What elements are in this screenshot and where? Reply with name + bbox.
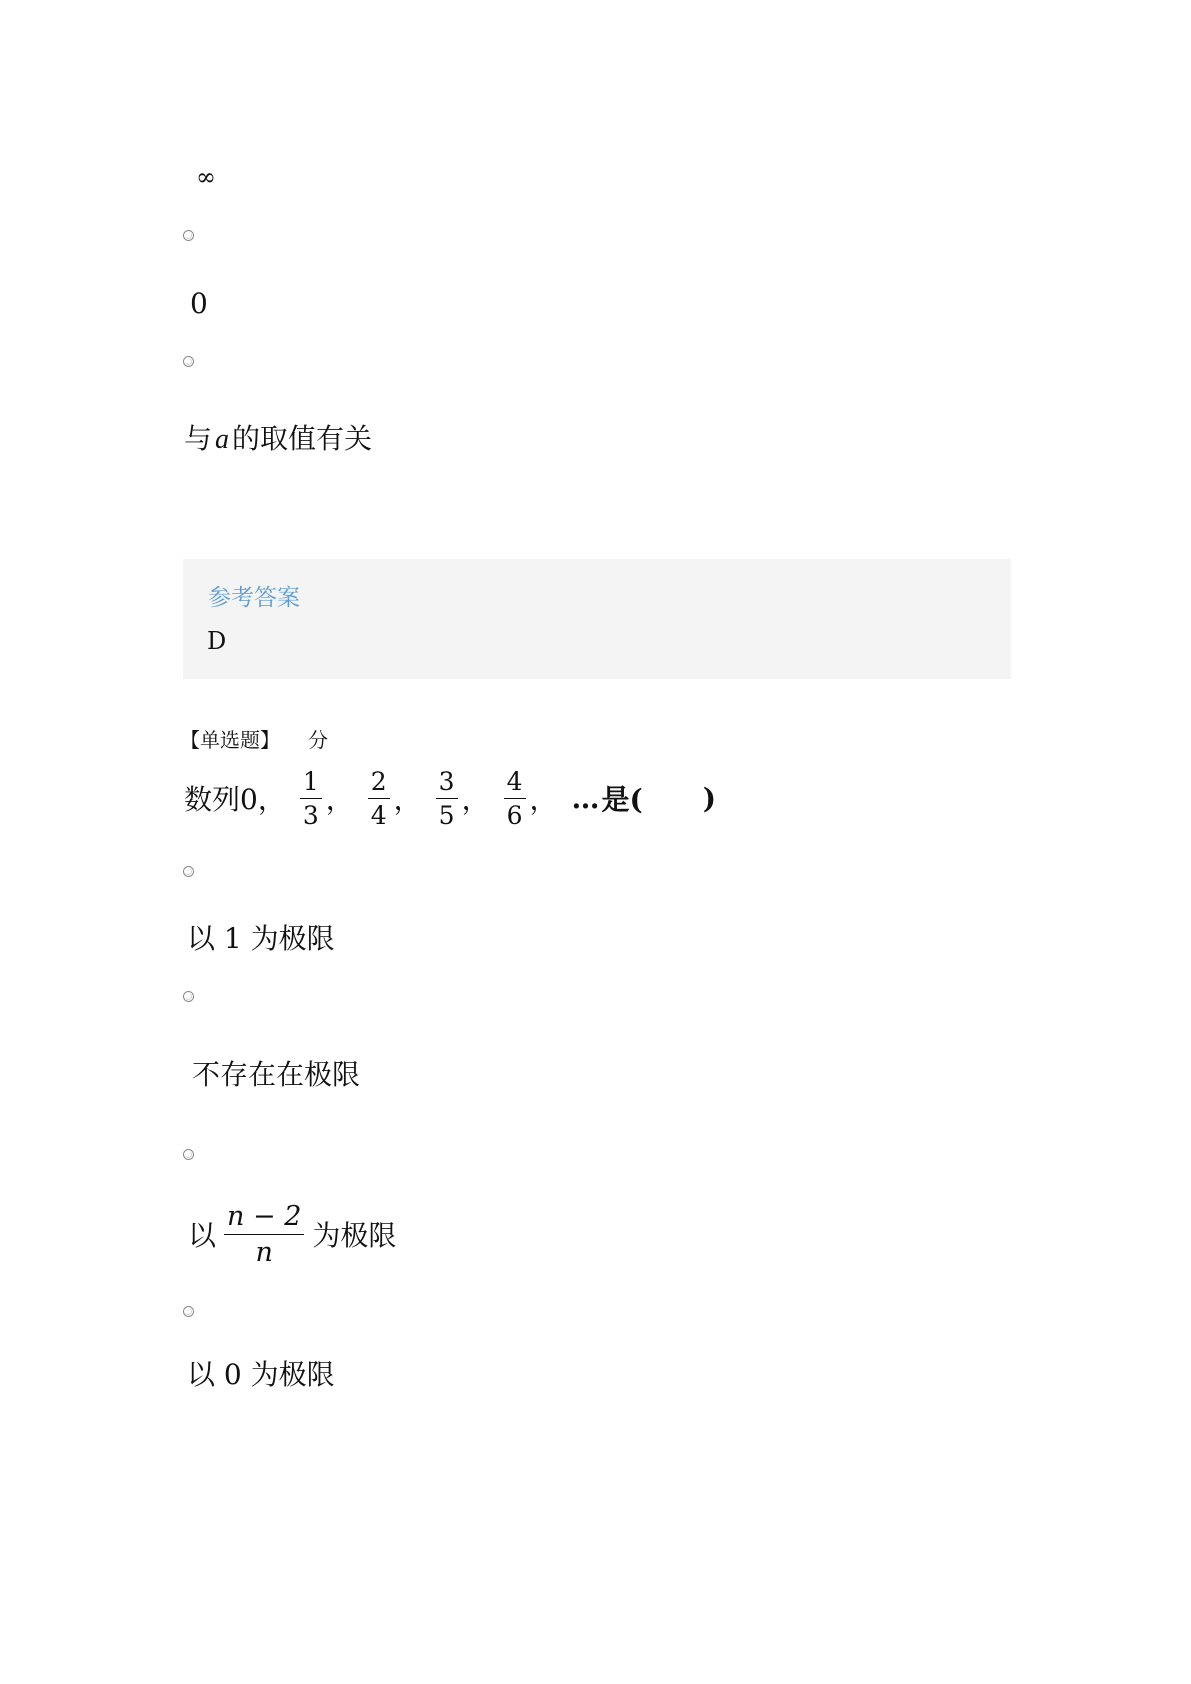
option-radio-b[interactable] <box>183 991 194 1002</box>
fraction-numerator: 2 <box>368 769 390 799</box>
stem-separator: ， <box>461 783 490 816</box>
option-text-depends-on-a <box>184 422 372 457</box>
option-radio-a[interactable] <box>183 866 194 877</box>
option-text-part: 与 <box>184 422 213 455</box>
option-text-a: 以 1 为极限 <box>187 922 335 955</box>
question-type: 【单选题】 <box>180 728 280 752</box>
fraction-denominator: 6 <box>506 800 523 830</box>
option-radio-d[interactable] <box>183 1306 194 1317</box>
variable-a: a <box>215 424 230 455</box>
fraction-denominator: 5 <box>438 800 455 830</box>
question-stem <box>184 762 716 834</box>
fraction-denominator: 3 <box>302 800 319 830</box>
stem-separator: ， <box>393 783 422 816</box>
question-type-label <box>180 724 328 753</box>
option-text-part: 以 <box>188 1219 217 1252</box>
option-text-c <box>188 1198 396 1270</box>
fraction-numerator: 1 <box>300 769 322 799</box>
option-radio-c[interactable] <box>183 1149 194 1160</box>
fraction <box>504 766 526 830</box>
stem-separator: ， <box>529 783 558 816</box>
option-text-infinity: ∞ <box>196 163 216 191</box>
stem-suffix: 是( <box>601 783 643 816</box>
stem-separator: ， <box>325 783 354 816</box>
fraction-denominator: 4 <box>370 800 387 830</box>
option-text-part: 的取值有关 <box>232 422 373 455</box>
option-radio[interactable] <box>183 230 194 241</box>
fraction-numerator: 4 <box>504 769 526 799</box>
stem-ellipsis: … <box>571 781 600 815</box>
fraction <box>300 766 322 830</box>
fraction-denominator: n <box>255 1236 273 1268</box>
option-text-part: 为极限 <box>312 1219 397 1252</box>
fraction-numerator: n − 2 <box>224 1203 304 1235</box>
option-text-b: 不存在在极限 <box>192 1058 361 1091</box>
reference-answer-value: D <box>207 627 227 655</box>
stem-prefix: 数列0， <box>184 783 286 816</box>
fraction <box>224 1200 304 1268</box>
fraction <box>436 766 458 830</box>
reference-answer-panel <box>183 559 1011 679</box>
option-text-zero: 0 <box>190 287 208 320</box>
option-text-d: 以 0 为极限 <box>187 1358 335 1391</box>
fraction <box>368 766 390 830</box>
reference-answer-label: 参考答案 <box>208 585 300 611</box>
fraction-numerator: 3 <box>436 769 458 799</box>
option-radio[interactable] <box>183 356 194 367</box>
stem-close-paren: ) <box>702 781 717 815</box>
question-score: 分 <box>308 728 328 752</box>
